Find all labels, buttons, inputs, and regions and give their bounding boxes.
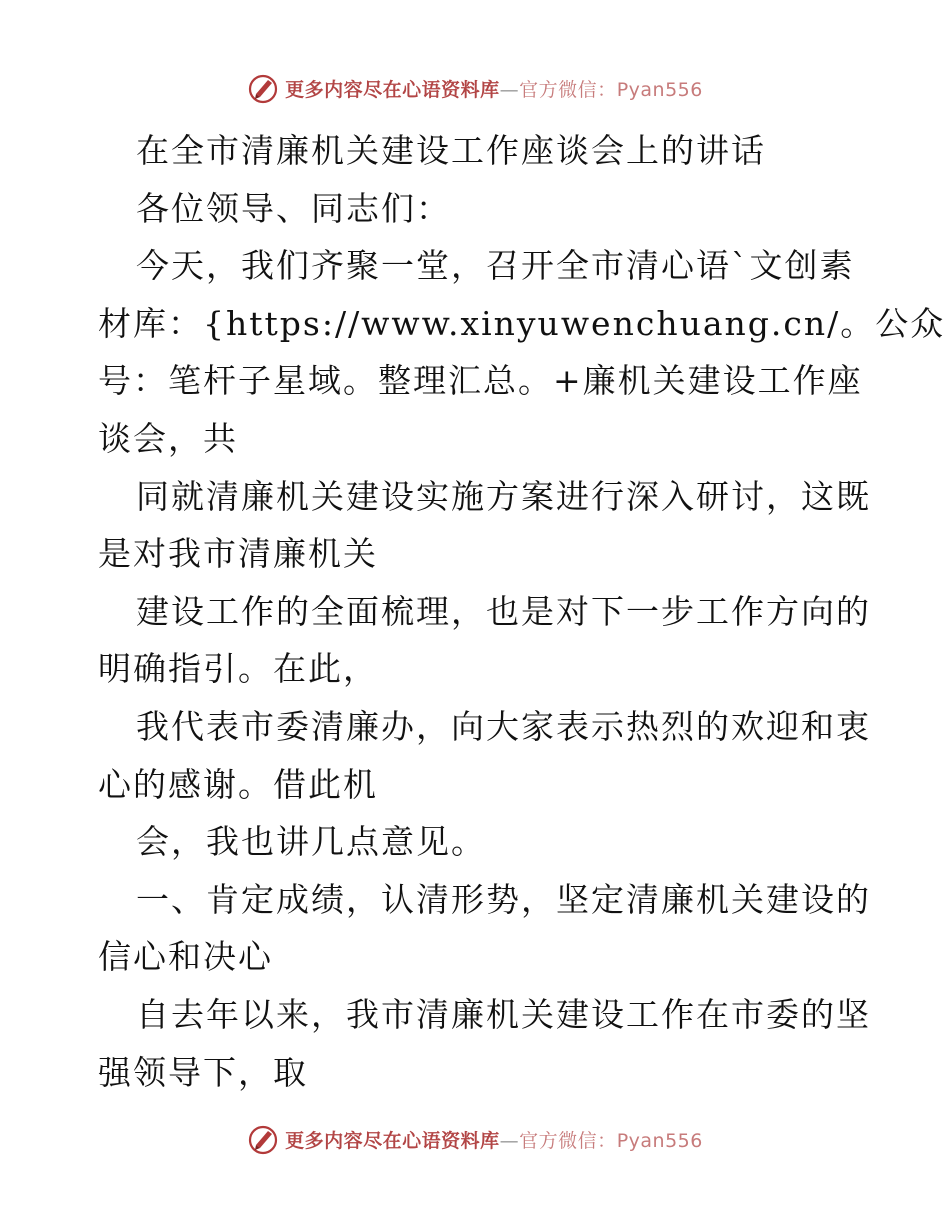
document-line: 各位领导、同志们： [136,188,451,228]
document-line: 我代表市委清廉办，向大家表示热烈的欢迎和衷 [136,706,871,746]
document-line: 信心和决心 [98,937,273,977]
document-line: 建设工作的全面梳理，也是对下一步工作方向的 [136,591,871,631]
document-line: 今天，我们齐聚一堂，召开全市清心语`文创素 [136,246,855,286]
document-line: 会，我也讲几点意见。 [136,822,486,862]
watermark-separator: — [499,1129,520,1152]
watermark-id: Pyan556 [616,1129,703,1152]
watermark-brand: 更多内容尽在心语资料库 [285,1129,500,1152]
watermark-separator: — [499,78,520,101]
document-line: 号：笔杆子星域。整理汇总。+廉机关建设工作座 [98,361,863,401]
document-line: 心的感谢。借此机 [98,764,378,804]
watermark-suffix: 官方微信： [519,1129,617,1152]
brand-logo-icon [247,1123,279,1155]
watermark-brand: 更多内容尽在心语资料库 [285,78,500,101]
brand-logo-icon [247,72,279,104]
watermark-id: Pyan556 [616,78,703,101]
document-line: 强领导下，取 [98,1052,308,1092]
document-line: 谈会，共 [98,418,238,458]
document-line: 材库：{https://www.xinyuwenchuang.cn/。公众 [98,303,946,343]
document-line: 一、肯定成绩，认清形势，坚定清廉机关建设的 [136,879,871,919]
document-line: 同就清廉机关建设实施方案进行深入研讨，这既 [136,476,871,516]
document-body [98,122,946,1101]
document-line: 明确指引。在此， [98,649,378,689]
header-watermark [0,68,950,108]
document-line: 自去年以来，我市清廉机关建设工作在市委的坚 [136,994,871,1034]
document-line: 在全市清廉机关建设工作座谈会上的讲话 [136,131,766,170]
footer-watermark [0,1119,950,1159]
watermark-suffix: 官方微信： [519,78,617,101]
document-line: 是对我市清廉机关 [98,534,378,574]
